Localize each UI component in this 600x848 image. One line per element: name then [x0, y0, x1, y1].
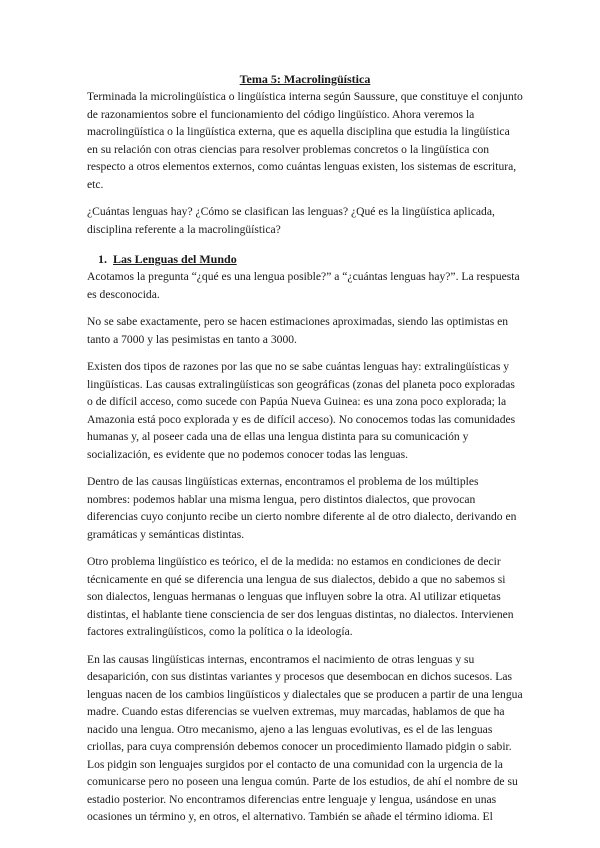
- intro-paragraph: Terminada la microlingüística o lingüística interna según Saussure, que constituye el conjunto de razonamientos sobre el funcionamiento del código lingüístico. Ahora veremos la macrolingüística o la lingüística externa, que es aquella disciplina que estudia la lingüística en su relación con otras ciencias para resolver problemas concretos o la lingüística con respecto a otros elementos externos, como cuántas lenguas existen, los sistemas de escritura, etc.: [87, 90, 523, 191]
- page-title: Tema 5: Macrolingüística: [239, 72, 371, 86]
- body-paragraph: Otro problema lingüístico es teórico, el de la medida: no estamos en condiciones de decir técnicamente en qué se diferencia una lengua de sus dialectos, debido a que no sabemos si son dialectos, lenguas hermanas o lenguas que influyen sobre la otra. Al utilizar etiquetas distintas, el hablante tiene consciencia de ser dos lenguas distintas, no dialectos. Intervienen factores extralingüísticos, como la política o la ideología.: [87, 555, 514, 638]
- section-number: 1.: [98, 252, 107, 266]
- document-page: [87, 71, 523, 836]
- section-heading: [87, 250, 523, 268]
- section-title: Las Lenguas del Mundo: [113, 252, 237, 266]
- body-paragraph: En las causas lingüísticas internas, encontramos el nacimiento de otras lenguas y su desaparición, con sus distintas variantes y procesos que desembocan en dichos sucesos. Las lenguas nacen de los cambios lingüísticos y dialectales que se producen a partir de una lengua madre. Cuando estas diferencias se vuelven extremas, muy marcadas, hablamos de que ha nacido una lengua. Otro mecanismo, ajeno a las lenguas evolutivas, es el de las lenguas criollas, para cuya comprensión debemos conocer un procedimiento llamado pidgin o sabir. Los pidgin son lenguajes surgidos por el contacto de una comunidad con la urgencia de la comunicarse pero no poseen una lengua común. Parte de los estudios, de ahí el nombre de su estadio posterior. No encontramos diferencias entre lenguaje y lengua, usándose en unas ocasiones un término y, en otros, el alternativo. También se añade el término idioma. El: [87, 652, 523, 823]
- intro-questions: ¿Cuántas lenguas hay? ¿Cómo se clasifican las lenguas? ¿Qué es la lingüística aplicada, disciplina referente a la macrolingüística?: [87, 205, 495, 236]
- body-paragraph: No se sabe exactamente, pero se hacen estimaciones aproximadas, siendo las optimistas en tanto a 7000 y las pesimistas en tanto a 3000.: [87, 315, 509, 346]
- body-paragraph: Existen dos tipos de razones por las que no se sabe cuántas lenguas hay: extralingüísticas y lingüísticas. Las causas extralingüísticas son geográficas (zonas del planeta poco exploradas o de difícil acceso, como sucede con Papúa Nueva Guinea: es una zona poco explorada; la Amazonia está poco explorada y es de difícil acceso). No conocemos todas las comunidades humanas y, al poseer cada una de ellas una lengua distinta para su comunicación y socialización, es evidente que no podemos conocer todas las lenguas.: [87, 360, 516, 461]
- body-paragraph: Acotamos la pregunta “¿qué es una lengua posible?” a “¿cuántas lenguas hay?”. La respuesta es desconocida.: [87, 270, 520, 301]
- body-paragraph: Dentro de las causas lingüísticas externas, encontramos el problema de los múltiples nombres: podemos hablar una misma lengua, pero distintos dialectos, que provocan diferencias cuyo conjunto recibe un cierto nombre diferente al de otro dialecto, derivando en gramáticas y semánticas distintas.: [87, 475, 517, 541]
